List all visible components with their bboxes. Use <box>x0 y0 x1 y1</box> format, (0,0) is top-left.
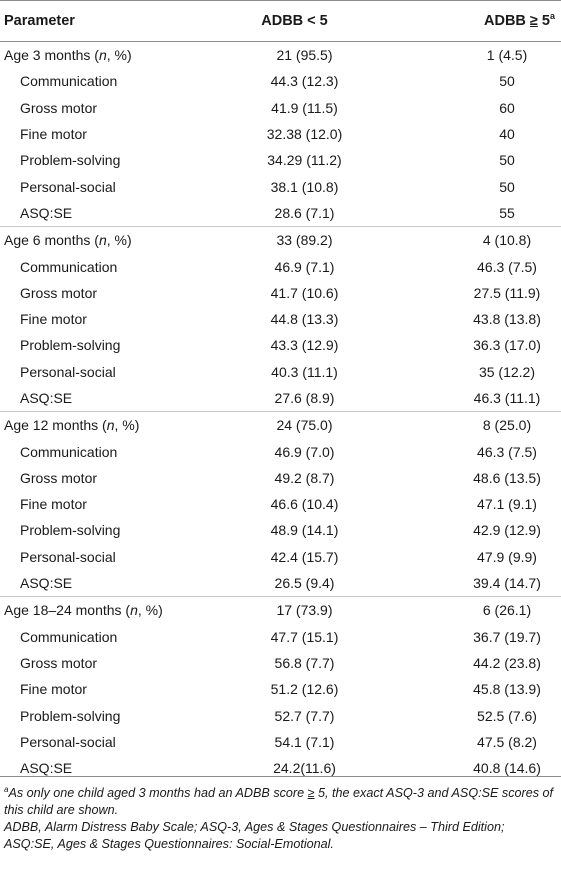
table-row <box>0 570 561 597</box>
adbb-ge5-cell: 27.5 (11.9) <box>473 284 541 301</box>
parameter-cell: Communication <box>20 628 118 645</box>
adbb-ge5-cell: 40 <box>499 126 515 143</box>
parameter-cell: Fine motor <box>20 681 87 698</box>
adbb-ge5-cell: 8 (25.0) <box>383 412 561 439</box>
parameter-cell: Problem-solving <box>20 522 121 539</box>
adbb-ge5-cell: 35 (12.2) <box>478 363 536 380</box>
parameter-cell: ASQ:SE <box>20 390 73 406</box>
table-row <box>0 491 561 517</box>
table-row <box>0 385 561 412</box>
table-row <box>0 253 561 279</box>
table-row <box>0 68 561 94</box>
adbb-lt5-cell: 17 (73.9) <box>206 597 383 624</box>
adbb-ge5-cell: 55 <box>499 204 515 221</box>
adbb-ge5-cell: 50 <box>499 178 515 195</box>
parameter-cell: Problem-solving <box>20 707 121 724</box>
adbb-ge5-cell: 45.8 (13.9) <box>473 681 541 698</box>
adbb-lt5-cell: 49.2 (8.7) <box>274 469 335 486</box>
parameter-cell: Communication <box>20 73 118 90</box>
adbb-lt5-cell: 40.3 (11.1) <box>271 363 338 380</box>
parameter-cell: Personal-social <box>20 548 116 565</box>
adbb-ge5-cell: 36.3 (17.0) <box>473 337 541 354</box>
table-body <box>0 42 561 782</box>
adbb-ge5-cell: 47.5 (8.2) <box>477 733 537 750</box>
adbb-lt5-cell: 33 (89.2) <box>206 227 383 254</box>
adbb-lt5-cell: 56.8 (7.7) <box>274 654 335 671</box>
parameter-cell: Age 6 months (n, %) <box>0 227 206 254</box>
adbb-ge5-cell: 50 <box>499 152 515 169</box>
adbb-ge5-cell: 40.8 (14.6) <box>473 760 541 777</box>
adbb-ge5-cell: 47.9 (9.9) <box>477 548 537 565</box>
parameter-cell: ASQ:SE <box>20 204 73 221</box>
table-row <box>0 650 561 676</box>
adbb-lt5-cell: 24.2(11.6) <box>273 760 336 777</box>
adbb-lt5-cell: 28.6 (7.1) <box>274 204 335 221</box>
table-row <box>0 412 561 439</box>
adbb-lt5-cell: 27.6 (8.9) <box>274 390 335 406</box>
parameter-cell: ASQ:SE <box>20 760 73 777</box>
adbb-ge5-cell: 46.3 (11.1) <box>473 390 541 406</box>
parameter-cell: Personal-social <box>20 178 116 195</box>
table-footnotes <box>0 776 561 853</box>
table-row <box>0 332 561 358</box>
table-row <box>0 227 561 254</box>
header-adbb-ge5: ADBB ≥ $5^a$ <box>383 1 561 42</box>
parameter-cell: Communication <box>20 258 118 275</box>
footnote-a: $^a$As only one child aged 3 months had an ADBB score ≥ 5, the exact ASQ-3 and ASQ:SE scores of this child are shown. <box>4 784 554 817</box>
adbb-ge5-cell: 6 (26.1) <box>383 597 561 624</box>
parameter-cell: Gross motor <box>20 654 98 671</box>
parameter-cell: Age 18–24 months (n, %) <box>0 597 206 624</box>
adbb-lt5-cell: 42.4 (15.7) <box>270 548 339 565</box>
adbb-lt5-cell: 26.5 (9.4) <box>274 575 335 592</box>
table-row <box>0 306 561 332</box>
adbb-lt5-cell: 48.9 (14.1) <box>270 522 339 539</box>
adbb-lt5-cell: 43.3 (12.9) <box>270 337 339 354</box>
table-row <box>0 200 561 227</box>
adbb-lt5-cell: 24 (75.0) <box>206 412 383 439</box>
adbb-lt5-cell: 54.1 (7.1) <box>274 733 335 750</box>
adbb-ge5-cell: 46.3 (7.5) <box>477 443 537 460</box>
adbb-ge5-cell: 50 <box>499 73 515 90</box>
parameter-cell: Personal-social <box>20 363 116 380</box>
adbb-lt5-cell: 38.1 (10.8) <box>270 178 339 195</box>
parameter-cell: Communication <box>20 443 118 460</box>
adbb-ge5-cell: 46.3 (7.5) <box>477 258 537 275</box>
table-row <box>0 95 561 121</box>
table-header <box>0 1 561 42</box>
parameter-cell: Fine motor <box>20 496 87 513</box>
table-row <box>0 702 561 728</box>
table-row <box>0 517 561 543</box>
adbb-lt5-cell: 44.8 (13.3) <box>270 311 339 328</box>
table-row <box>0 280 561 306</box>
adbb-ge5-cell: 48.6 (13.5) <box>473 469 541 486</box>
table-row <box>0 173 561 199</box>
table-row <box>0 147 561 173</box>
table-row <box>0 42 561 69</box>
adbb-ge5-cell: 47.1 (9.1) <box>477 496 537 513</box>
adbb-lt5-cell: 34.29 (11.2) <box>267 152 342 169</box>
adbb-lt5-cell: 41.9 (11.5) <box>271 99 338 116</box>
table-row <box>0 624 561 650</box>
parameter-cell: Problem-solving <box>20 152 121 169</box>
parameter-cell: Personal-social <box>20 733 116 750</box>
parameter-cell: Problem-solving <box>20 337 121 354</box>
header-parameter: Parameter <box>0 1 206 42</box>
parameter-cell: Gross motor <box>20 284 98 301</box>
adbb-ge5-cell: 39.4 (14.7) <box>473 575 541 592</box>
adbb-lt5-cell: 47.7 (15.1) <box>270 628 339 645</box>
adbb-lt5-cell: 44.3 (12.3) <box>270 73 339 90</box>
footnote-abbreviations: ADBB, Alarm Distress Baby Scale; ASQ-3, Ages & Stages Questionnaires – Third Edition; ASQ:SE, Ages & Stages Questionnaires: Social-Emotional. <box>4 820 505 851</box>
adbb-lt5-cell: 51.2 (12.6) <box>270 681 339 698</box>
table-row <box>0 597 561 624</box>
table-row <box>0 465 561 491</box>
parameter-cell: ASQ:SE <box>20 575 73 592</box>
adbb-ge5-cell: 43.8 (13.8) <box>473 311 541 328</box>
adbb-ge5-cell: 60 <box>499 99 515 116</box>
adbb-lt5-cell: 32.38 (12.0) <box>266 126 343 143</box>
parameter-cell: Fine motor <box>20 311 87 328</box>
adbb-ge5-cell: 44.2 (23.8) <box>473 654 541 671</box>
table-row <box>0 676 561 702</box>
table-row <box>0 544 561 570</box>
parameter-cell: Gross motor <box>20 469 98 486</box>
adbb-ge5-cell: 1 (4.5) <box>486 47 528 64</box>
adbb-ge5-cell: 42.9 (12.9) <box>473 522 541 539</box>
parameter-cell: Gross motor <box>20 99 98 116</box>
table-row <box>0 121 561 147</box>
adbb-ge5-cell: 52.5 (7.6) <box>477 707 537 724</box>
adbb-lt5-cell: 46.9 (7.1) <box>274 258 335 275</box>
table-row <box>0 729 561 755</box>
parameter-cell: Age 3 months (n, %) <box>4 47 132 64</box>
parameter-cell: Age 12 months (n, %) <box>0 412 206 439</box>
adbb-lt5-cell: 41.7 (10.6) <box>270 284 339 301</box>
adbb-lt5-cell: 52.7 (7.7) <box>274 707 335 724</box>
table-row <box>0 359 561 385</box>
adbb-lt5-cell: 46.9 (7.0) <box>274 443 335 460</box>
table-row <box>0 438 561 464</box>
parameter-cell: Fine motor <box>20 126 87 143</box>
adbb-lt5-cell: 21 (95.5) <box>276 47 333 64</box>
adbb-ge5-cell: 4 (10.8) <box>383 227 561 254</box>
adbb-ge5-cell: 36.7 (19.7) <box>473 628 541 645</box>
header-adbb-lt5: ADBB < 5 <box>206 1 383 42</box>
adbb-lt5-cell: 46.6 (10.4) <box>270 496 339 513</box>
